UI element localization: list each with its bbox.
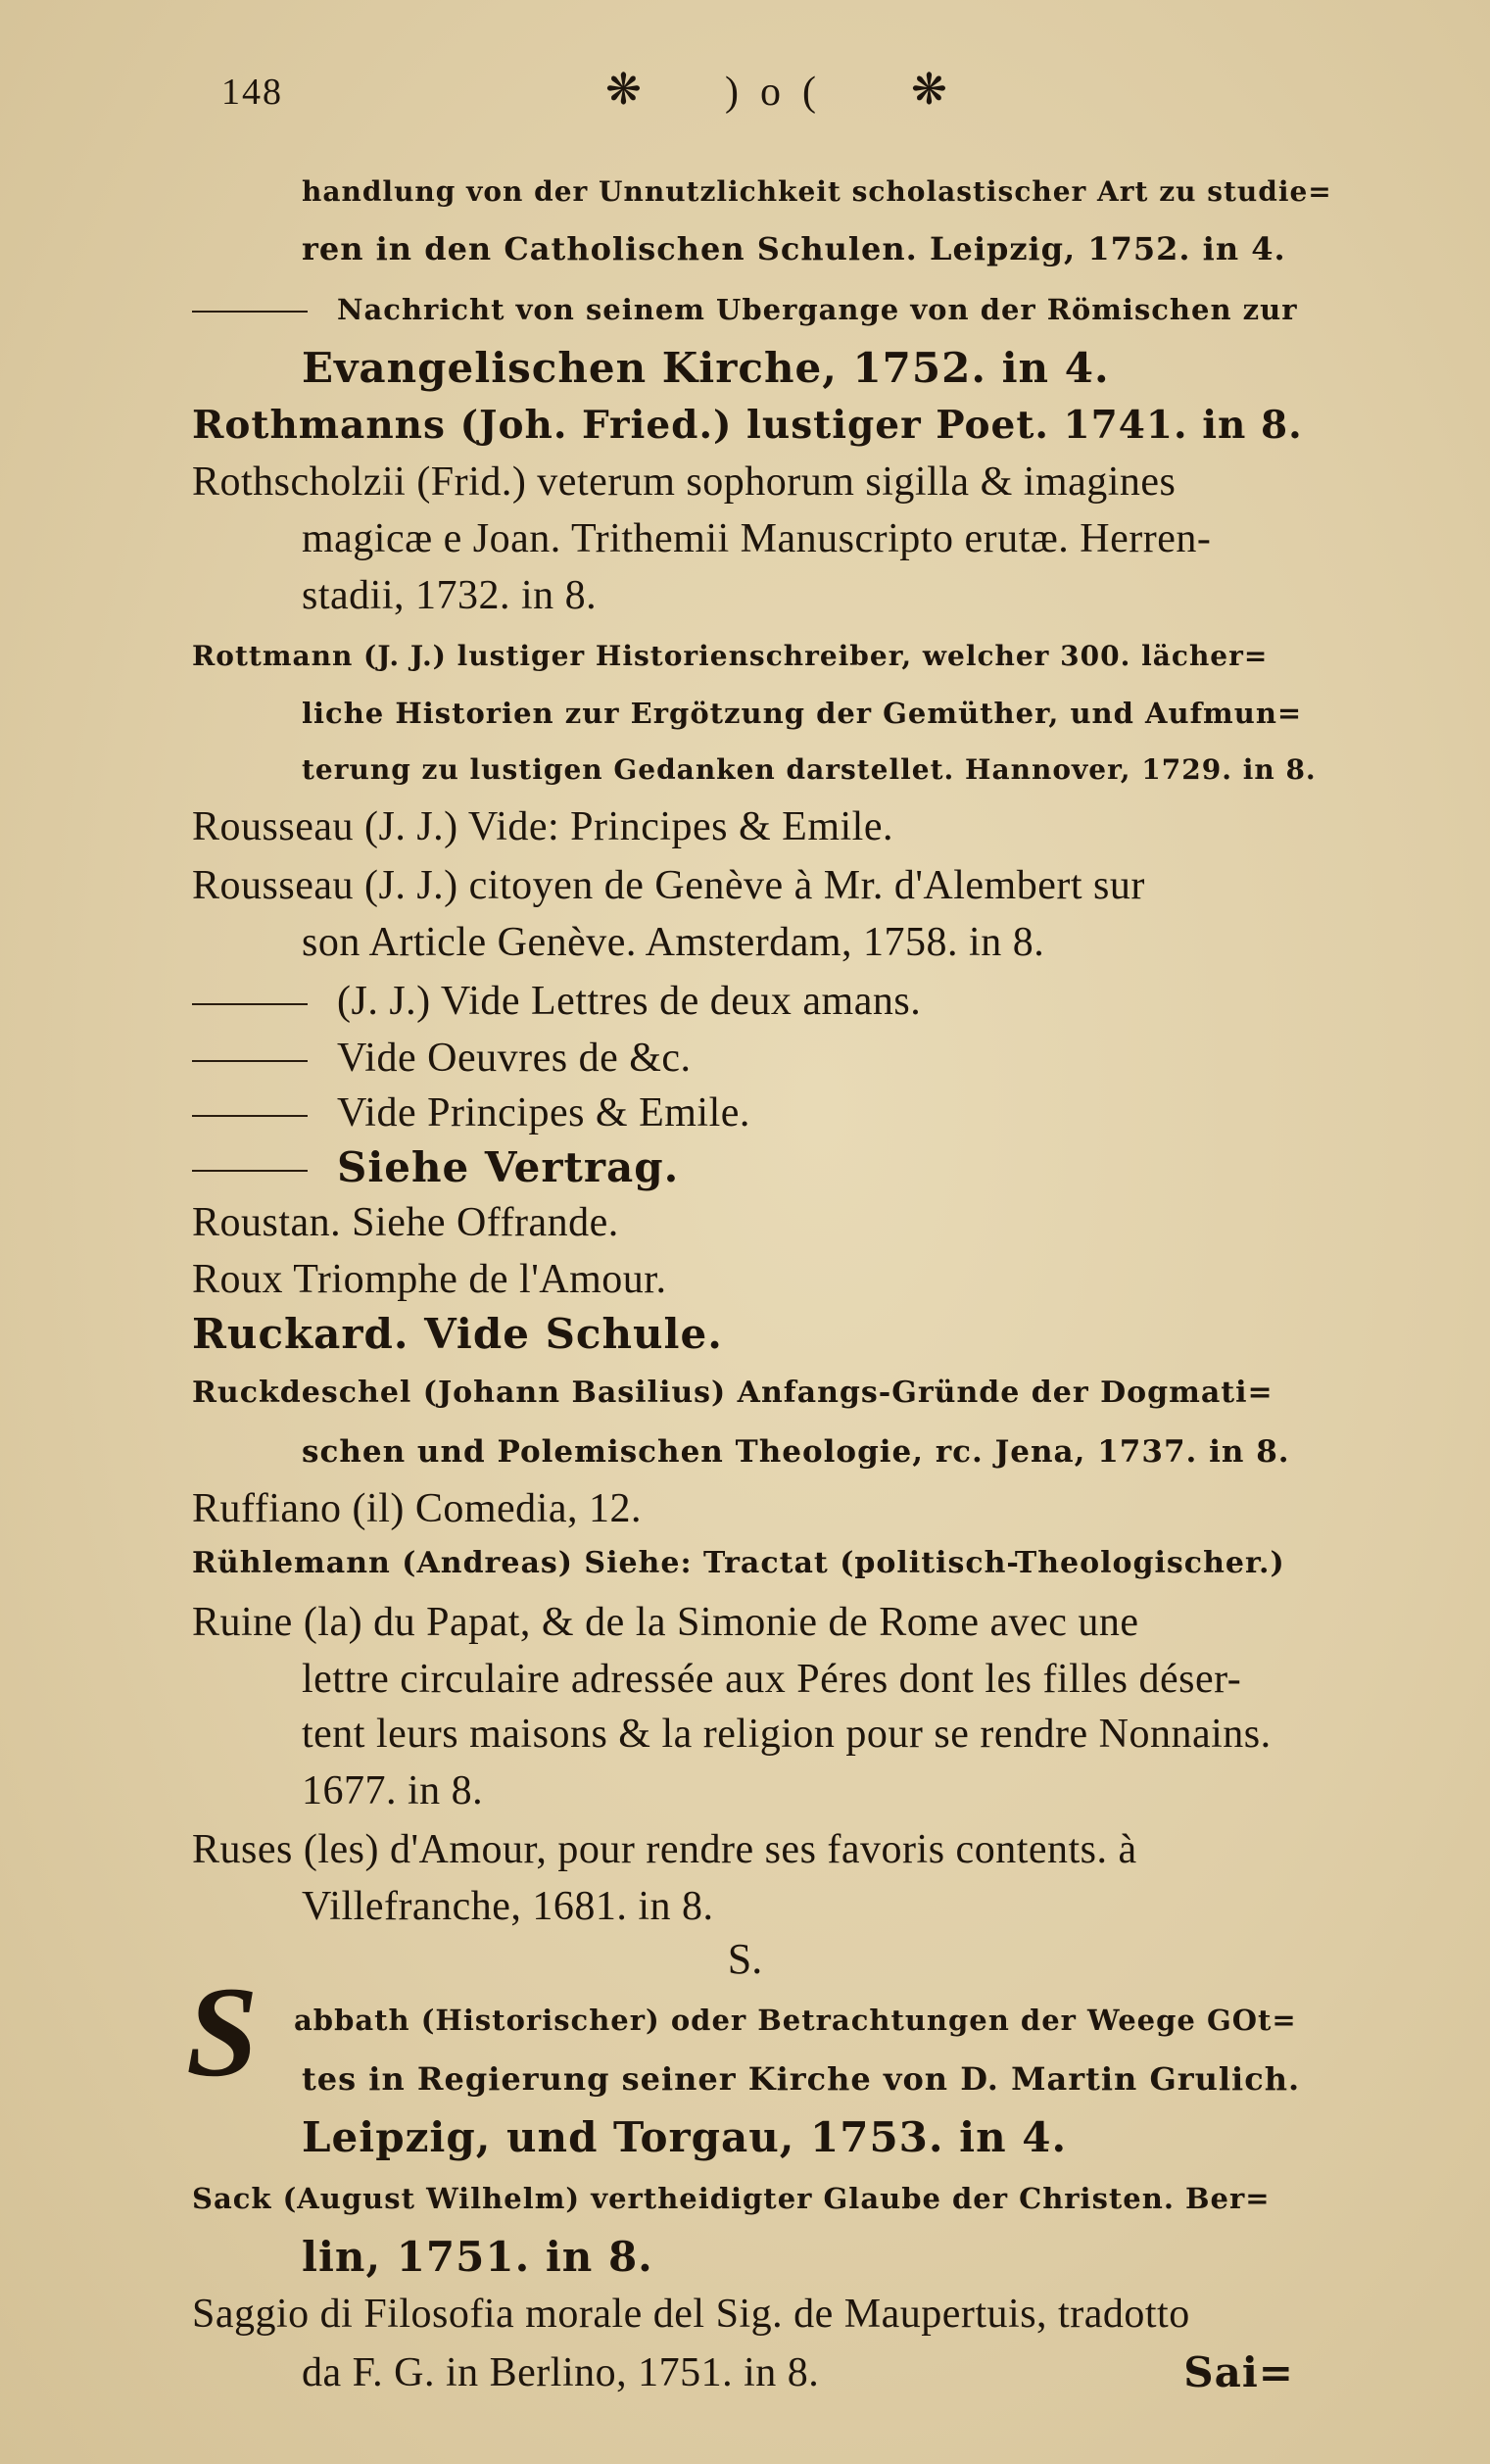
entry-line: stadii, 1732. in 8. (302, 573, 598, 618)
entry-line: schen und Polemischen Theologie, rc. Jena, 1737. in 8. (302, 1434, 1290, 1470)
ditto-dash (192, 1003, 308, 1005)
entry-line: Rühlemann (Andreas) Siehe: Tractat (politisch-Theologischer.) (192, 1546, 1285, 1580)
entry-line-dash: Nachricht von seinem Ubergange von der Römischen zur (192, 282, 1297, 337)
entry-line: Rothmanns (Joh. Fried.) lustiger Poet. 1741. in 8. (192, 403, 1303, 448)
fleuron-right-icon: ❋ (911, 66, 947, 114)
page-number: 148 (221, 72, 283, 113)
ditto-dash (192, 1060, 308, 1062)
entry-line: tes in Regierung seiner Kirche von D. Martin Grulich. (302, 2060, 1301, 2098)
entry-line: Rousseau (J. J.) Vide: Principes & Emile. (192, 804, 893, 849)
catchword: Sai= (1183, 2348, 1294, 2396)
entry-line-dash: Vide Principes & Emile. (192, 1086, 750, 1140)
entry-line: son Article Genève. Amsterdam, 1758. in 8. (302, 920, 1045, 965)
entry-line: Ruine (la) du Papat, & de la Simonie de Rome avec une (192, 1600, 1139, 1645)
entry-line: handlung von der Unnutzlichkeit scholastischer Art zu studie= (302, 175, 1332, 208)
header-ornament-text: )o( (725, 70, 838, 115)
ditto-dash (192, 311, 308, 313)
entry-line: tent leurs maisons & la religion pour se rendre Nonnains. (302, 1712, 1272, 1757)
entry-line: lettre circulaire adressée aux Péres dont les filles déser- (302, 1657, 1242, 1702)
entry-line: Ruckard. Vide Schule. (192, 1310, 723, 1358)
entry-line: terung zu lustigen Gedanken darstellet. Hannover, 1729. in 8. (302, 753, 1317, 786)
entry-line: Roux Triomphe de l'Amour. (192, 1257, 667, 1302)
entry-line: Evangelischen Kirche, 1752. in 4. (302, 344, 1110, 392)
entry-line: Rothscholzii (Frid.) veterum sophorum sigilla & imagines (192, 459, 1177, 505)
entry-line: Ruffiano (il) Comedia, 12. (192, 1486, 642, 1531)
entry-line-dash: (J. J.) Vide Lettres de deux amans. (192, 974, 921, 1029)
drop-cap: S (186, 1959, 259, 2103)
entry-line: Saggio di Filosofia morale del Sig. de Maupertuis, tradotto (192, 2292, 1190, 2337)
ditto-dash (192, 1170, 308, 1172)
entry-line: Villefranche, 1681. in 8. (302, 1884, 714, 1929)
entry-line: Leipzig, und Torgau, 1753. in 4. (302, 2113, 1068, 2161)
ditto-dash (192, 1115, 308, 1117)
entry-line: da F. G. in Berlino, 1751. in 8. (302, 2350, 820, 2395)
entry-line: lin, 1751. in 8. (302, 2233, 653, 2281)
entry-line: magicæ e Joan. Trithemii Manuscripto erutæ. Herren- (302, 516, 1212, 561)
entry-line-dash: Siehe Vertrag. (192, 1140, 679, 1195)
page-header (0, 61, 1490, 129)
entry-line-dash: Vide Oeuvres de &c. (192, 1031, 692, 1086)
entry-line: Ruckdeschel (Johann Basilius) Anfangs-Gründe der Dogmati= (192, 1376, 1274, 1410)
entry-line: ren in den Catholischen Schulen. Leipzig, 1752. in 4. (302, 230, 1286, 267)
entry-line: Ruses (les) d'Amour, pour rendre ses favoris contents. à (192, 1827, 1137, 1872)
entry-line: liche Historien zur Ergötzung der Gemüther, und Aufmun= (302, 697, 1303, 730)
entry-line: Sack (August Wilhelm) vertheidigter Glaube der Christen. Ber= (192, 2182, 1271, 2215)
entry-line: abbath (Historischer) oder Betrachtungen der Weege GOt= (294, 2004, 1297, 2037)
section-heading: S. (727, 1935, 763, 1983)
fleuron-left-icon: ❋ (605, 66, 642, 114)
entry-line: Roustan. Siehe Offrande. (192, 1200, 619, 1245)
entry-line: Rousseau (J. J.) citoyen de Genève à Mr. d'Alembert sur (192, 863, 1145, 908)
entry-line: Rottmann (J. J.) lustiger Historienschreiber, welcher 300. lächer= (192, 640, 1269, 672)
entry-line: 1677. in 8. (302, 1768, 484, 1813)
